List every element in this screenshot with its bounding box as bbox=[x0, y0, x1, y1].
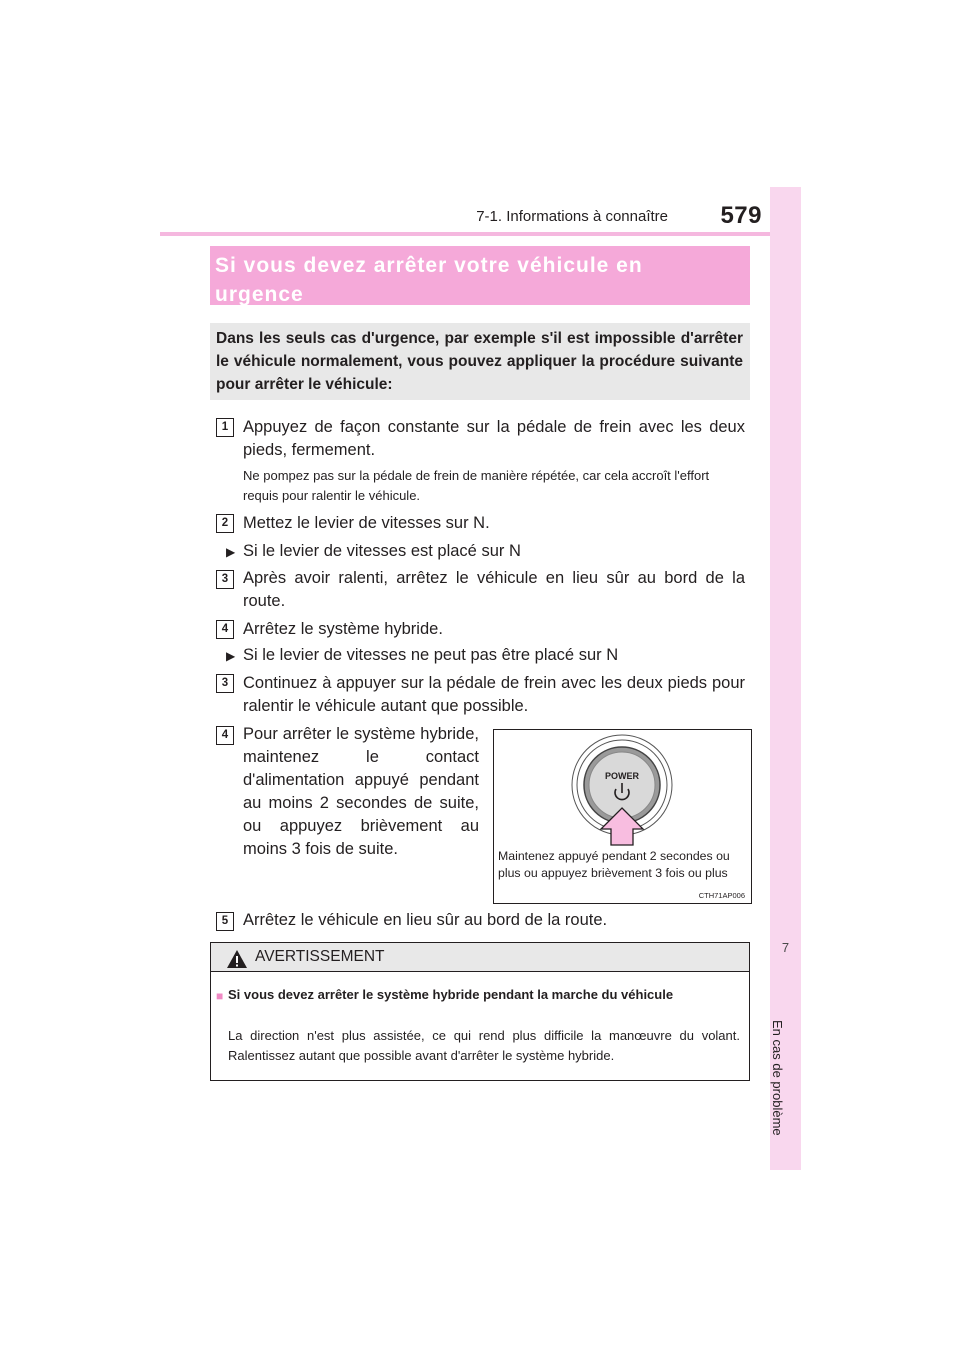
page-number: 579 bbox=[720, 202, 762, 229]
step-text: Après avoir ralenti, arrêtez le véhicule en lieu sûr au bord de la route. bbox=[243, 569, 745, 610]
chapter-label bbox=[770, 1020, 795, 1200]
header-divider bbox=[160, 232, 800, 236]
step-number: 4 bbox=[216, 726, 234, 745]
condition-text: Si le levier de vitesses est placé sur N bbox=[243, 542, 521, 560]
square-bullet-icon: ■ bbox=[216, 989, 224, 1003]
step-number: 4 bbox=[216, 620, 234, 639]
figure-code: CTH71AP006 bbox=[698, 891, 745, 900]
step-number: 1 bbox=[216, 418, 234, 437]
step-text: Arrêtez le véhicule en lieu sûr au bord de la route. bbox=[243, 911, 608, 929]
header-section-title: 7-1. Informations à connaître bbox=[476, 208, 668, 225]
step-number: 5 bbox=[216, 912, 234, 931]
warning-triangle-icon bbox=[226, 949, 248, 969]
warning-heading: Si vous devez arrêter le système hybride pendant la marche du véhicule bbox=[228, 987, 674, 1002]
chapter-label-text: En cas de problème bbox=[770, 1020, 785, 1136]
chapter-number: 7 bbox=[781, 940, 790, 955]
warning-title: AVERTISSEMENT bbox=[255, 948, 385, 965]
figure-caption: Maintenez appuyé pendant 2 secondes ou plus ou appuyez brièvement 3 fois ou plus bbox=[498, 849, 730, 880]
condition-arrow-icon: ▶ bbox=[226, 545, 236, 559]
step-number: 2 bbox=[216, 514, 234, 533]
power-label: POWER bbox=[604, 771, 640, 781]
step-number: 3 bbox=[216, 570, 234, 589]
condition-arrow-icon: ▶ bbox=[226, 649, 236, 663]
step-number: 3 bbox=[216, 674, 234, 693]
section-title: Si vous devez arrêter votre véhicule en urgence bbox=[215, 254, 643, 306]
side-tab-upper bbox=[770, 187, 801, 780]
step-text: Continuez à appuyer sur la pédale de frein avec les deux pieds pour ralentir le véhicule autant que possible. bbox=[243, 674, 745, 715]
step-text: Mettez le levier de vitesses sur N. bbox=[243, 514, 490, 532]
intro-text: Dans les seuls cas d'urgence, par exemple s'il est impossible d'arrêter le véhicule normalement, vous pouvez appliquer la procédure suivante pour arrêter le véhicule: bbox=[216, 330, 743, 393]
step-note: Ne pompez pas sur la pédale de frein de manière répétée, car cela accroît l'effort requis pour ralentir le véhicule. bbox=[243, 468, 710, 503]
step-text: Pour arrêter le système hybride, maintenez le contact d'alimentation appuyé pendant au moins 2 secondes de suite, ou appuyez brièvement au moins 3 fois de suite. bbox=[243, 725, 479, 858]
step-text: Arrêtez le système hybride. bbox=[243, 620, 443, 638]
warning-body: La direction n'est plus assistée, ce qui rend plus difficile la manœuvre du volant. Ralentissez autant que possible avant d'arrêter le système hybride. bbox=[228, 1028, 740, 1063]
step-text: Appuyez de façon constante sur la pédale de frein avec les deux pieds, fermement. bbox=[243, 418, 745, 459]
condition-text: Si le levier de vitesses ne peut pas être placé sur N bbox=[243, 646, 619, 664]
